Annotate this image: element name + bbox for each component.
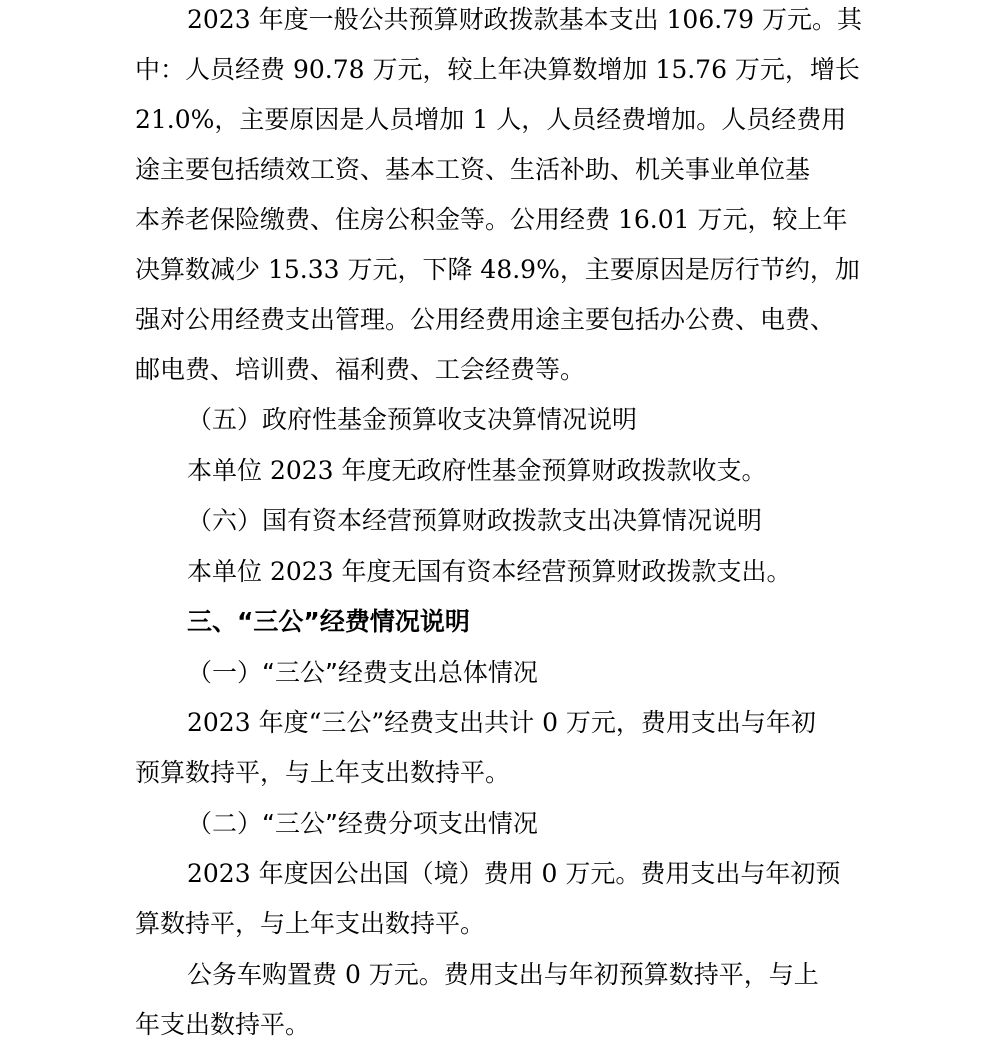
body-text-line: 2023 年度一般公共预算财政拨款基本支出 106.79 万元。其 (187, 5, 862, 34)
body-text-line: 本养老保险缴费、住房公积金等。公用经费 16.01 万元，较上年 (135, 205, 848, 234)
body-text-line: 21.0%，主要原因是人员增加 1 人，人员经费增加。人员经费用 (135, 105, 847, 134)
body-text-line: 年支出数持平。 (135, 1010, 311, 1039)
body-text-line: 公务车购置费 0 万元。费用支出与年初预算数持平，与上 (187, 960, 819, 989)
body-text-line: 邮电费、培训费、福利费、工会经费等。 (135, 355, 586, 384)
body-text-line: 2023 年度因公出国（境）费用 0 万元。费用支出与年初预 (187, 859, 841, 888)
body-text-line: 强对公用经费支出管理。公用经费用途主要包括办公费、电费、 (135, 305, 836, 334)
section-heading-5: （五）政府性基金预算收支决算情况说明 (187, 405, 638, 434)
chapter-heading-3: 三、“三公”经费情况说明 (187, 607, 470, 636)
body-text-line: 本单位 2023 年度无政府性基金预算财政拨款收支。 (187, 456, 767, 485)
subsection-heading-1: （一）“三公”经费支出总体情况 (187, 658, 538, 687)
body-text-line: 决算数减少 15.33 万元，下降 48.9%，主要原因是厉行节约，加 (135, 255, 860, 284)
section-heading-6: （六）国有资本经营预算财政拨款支出决算情况说明 (187, 506, 763, 535)
subsection-heading-2: （二）“三公”经费分项支出情况 (187, 809, 538, 838)
body-text-line: 本单位 2023 年度无国有资本经营预算财政拨款支出。 (187, 557, 792, 586)
body-text-line: 预算数持平，与上年支出数持平。 (135, 758, 511, 787)
body-text-line: 算数持平，与上年支出数持平。 (135, 909, 486, 938)
body-text-line: 2023 年度“三公”经费支出共计 0 万元，费用支出与年初 (187, 708, 816, 737)
body-text-line: 中：人员经费 90.78 万元，较上年决算数增加 15.76 万元，增长 (135, 55, 860, 84)
body-text-line: 途主要包括绩效工资、基本工资、生活补助、机关事业单位基 (135, 155, 811, 184)
